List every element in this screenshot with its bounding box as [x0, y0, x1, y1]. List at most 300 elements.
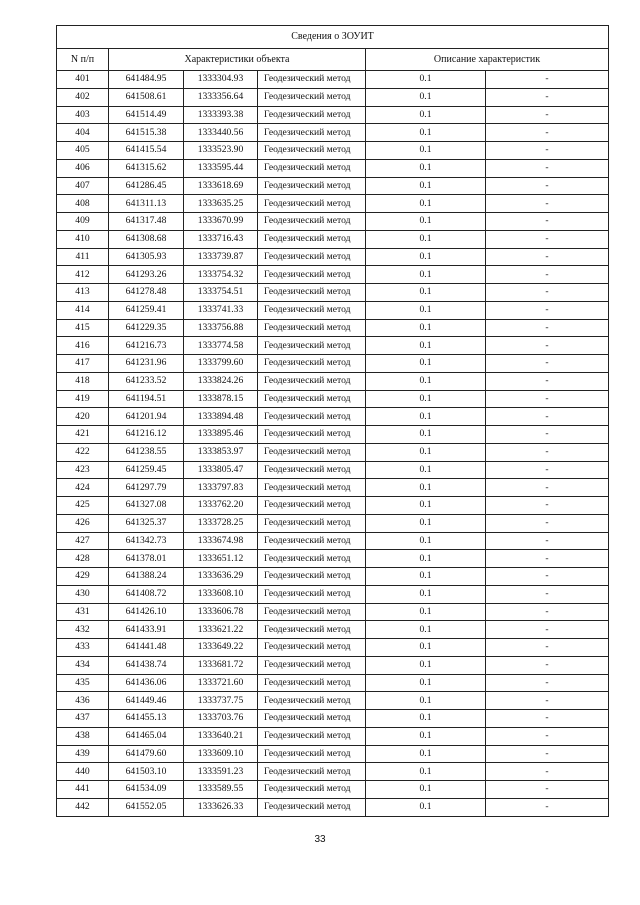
table-row: [57, 781, 609, 799]
cell-x: 641479.60: [109, 745, 184, 763]
table-row: [57, 568, 609, 586]
cell-note: -: [486, 763, 609, 781]
cell-y: 1333635.25: [184, 195, 258, 213]
cell-y: 1333393.38: [184, 106, 258, 124]
cell-x: 641438.74: [109, 656, 184, 674]
cell-note: -: [486, 781, 609, 799]
cell-y: 1333440.56: [184, 124, 258, 142]
cell-accuracy: 0.1: [366, 443, 486, 461]
cell-number: 442: [57, 798, 109, 816]
table-row: [57, 692, 609, 710]
cell-y: 1333754.51: [184, 284, 258, 302]
cell-number: 431: [57, 603, 109, 621]
cell-number: 408: [57, 195, 109, 213]
cell-note: -: [486, 514, 609, 532]
table-row: [57, 674, 609, 692]
cell-x: 641342.73: [109, 532, 184, 550]
cell-y: 1333608.10: [184, 585, 258, 603]
cell-number: 410: [57, 230, 109, 248]
cell-y: 1333754.32: [184, 266, 258, 284]
cell-y: 1333721.60: [184, 674, 258, 692]
table-row: [57, 71, 609, 89]
cell-x: 641426.10: [109, 603, 184, 621]
cell-y: 1333756.88: [184, 319, 258, 337]
table-row: [57, 355, 609, 373]
cell-x: 641378.01: [109, 550, 184, 568]
cell-note: -: [486, 159, 609, 177]
cell-note: -: [486, 230, 609, 248]
table-row: [57, 390, 609, 408]
table-row: [57, 621, 609, 639]
cell-accuracy: 0.1: [366, 266, 486, 284]
cell-accuracy: 0.1: [366, 550, 486, 568]
cell-y: 1333670.99: [184, 213, 258, 231]
cell-x: 641311.13: [109, 195, 184, 213]
cell-accuracy: 0.1: [366, 301, 486, 319]
cell-method: Геодезический метод: [258, 798, 366, 816]
table-header-row: [57, 49, 609, 71]
cell-y: 1333649.22: [184, 639, 258, 657]
cell-accuracy: 0.1: [366, 674, 486, 692]
cell-note: -: [486, 408, 609, 426]
cell-accuracy: 0.1: [366, 248, 486, 266]
cell-accuracy: 0.1: [366, 71, 486, 89]
cell-number: 439: [57, 745, 109, 763]
cell-note: -: [486, 124, 609, 142]
cell-y: 1333878.15: [184, 390, 258, 408]
cell-number: 438: [57, 727, 109, 745]
zouit-table: [56, 25, 609, 817]
cell-number: 409: [57, 213, 109, 231]
cell-note: -: [486, 355, 609, 373]
cell-accuracy: 0.1: [366, 656, 486, 674]
cell-method: Геодезический метод: [258, 195, 366, 213]
page-number: 33: [314, 834, 326, 845]
cell-number: 412: [57, 266, 109, 284]
cell-accuracy: 0.1: [366, 355, 486, 373]
cell-accuracy: 0.1: [366, 639, 486, 657]
cell-note: -: [486, 177, 609, 195]
cell-x: 641508.61: [109, 88, 184, 106]
cell-method: Геодезический метод: [258, 319, 366, 337]
cell-method: Геодезический метод: [258, 301, 366, 319]
table-row: [57, 532, 609, 550]
cell-x: 641315.62: [109, 159, 184, 177]
cell-note: -: [486, 142, 609, 160]
table-row: [57, 710, 609, 728]
cell-y: 1333640.21: [184, 727, 258, 745]
cell-method: Геодезический метод: [258, 479, 366, 497]
cell-y: 1333853.97: [184, 443, 258, 461]
cell-x: 641534.09: [109, 781, 184, 799]
cell-x: 641433.91: [109, 621, 184, 639]
cell-method: Геодезический метод: [258, 621, 366, 639]
cell-accuracy: 0.1: [366, 603, 486, 621]
cell-accuracy: 0.1: [366, 177, 486, 195]
cell-x: 641233.52: [109, 372, 184, 390]
cell-x: 641238.55: [109, 443, 184, 461]
cell-note: -: [486, 390, 609, 408]
cell-accuracy: 0.1: [366, 692, 486, 710]
cell-accuracy: 0.1: [366, 621, 486, 639]
cell-x: 641415.54: [109, 142, 184, 160]
cell-y: 1333618.69: [184, 177, 258, 195]
cell-note: -: [486, 639, 609, 657]
cell-number: 403: [57, 106, 109, 124]
cell-number: 424: [57, 479, 109, 497]
cell-y: 1333674.98: [184, 532, 258, 550]
table-row: [57, 372, 609, 390]
cell-note: -: [486, 568, 609, 586]
table-row: [57, 763, 609, 781]
cell-note: -: [486, 550, 609, 568]
cell-method: Геодезический метод: [258, 213, 366, 231]
cell-y: 1333716.43: [184, 230, 258, 248]
cell-number: 441: [57, 781, 109, 799]
cell-method: Геодезический метод: [258, 106, 366, 124]
cell-note: -: [486, 692, 609, 710]
cell-method: Геодезический метод: [258, 248, 366, 266]
cell-x: 641503.10: [109, 763, 184, 781]
cell-accuracy: 0.1: [366, 727, 486, 745]
cell-method: Геодезический метод: [258, 497, 366, 515]
cell-note: -: [486, 585, 609, 603]
cell-number: 402: [57, 88, 109, 106]
cell-method: Геодезический метод: [258, 674, 366, 692]
cell-accuracy: 0.1: [366, 585, 486, 603]
table-row: [57, 177, 609, 195]
cell-note: -: [486, 372, 609, 390]
cell-y: 1333589.55: [184, 781, 258, 799]
cell-accuracy: 0.1: [366, 781, 486, 799]
cell-note: -: [486, 106, 609, 124]
cell-y: 1333621.22: [184, 621, 258, 639]
table-row: [57, 124, 609, 142]
cell-y: 1333626.33: [184, 798, 258, 816]
cell-x: 641286.45: [109, 177, 184, 195]
cell-number: 436: [57, 692, 109, 710]
cell-note: -: [486, 621, 609, 639]
cell-method: Геодезический метод: [258, 142, 366, 160]
cell-number: 434: [57, 656, 109, 674]
table-row: [57, 230, 609, 248]
table-row: [57, 461, 609, 479]
cell-x: 641455.13: [109, 710, 184, 728]
cell-number: 401: [57, 71, 109, 89]
cell-y: 1333805.47: [184, 461, 258, 479]
cell-method: Геодезический метод: [258, 710, 366, 728]
table-row: [57, 301, 609, 319]
cell-number: 404: [57, 124, 109, 142]
cell-method: Геодезический метод: [258, 639, 366, 657]
cell-method: Геодезический метод: [258, 177, 366, 195]
cell-note: -: [486, 337, 609, 355]
cell-x: 641408.72: [109, 585, 184, 603]
cell-method: Геодезический метод: [258, 603, 366, 621]
cell-method: Геодезический метод: [258, 461, 366, 479]
cell-note: -: [486, 798, 609, 816]
cell-note: -: [486, 426, 609, 444]
cell-accuracy: 0.1: [366, 390, 486, 408]
cell-x: 641229.35: [109, 319, 184, 337]
cell-accuracy: 0.1: [366, 142, 486, 160]
cell-y: 1333797.83: [184, 479, 258, 497]
cell-note: -: [486, 674, 609, 692]
cell-note: -: [486, 319, 609, 337]
header-characteristics: Характеристики объекта: [109, 49, 366, 71]
cell-method: Геодезический метод: [258, 727, 366, 745]
cell-number: 419: [57, 390, 109, 408]
cell-accuracy: 0.1: [366, 461, 486, 479]
cell-x: 641201.94: [109, 408, 184, 426]
cell-accuracy: 0.1: [366, 284, 486, 302]
cell-method: Геодезический метод: [258, 284, 366, 302]
table-row: [57, 408, 609, 426]
cell-method: Геодезический метод: [258, 408, 366, 426]
cell-y: 1333799.60: [184, 355, 258, 373]
table-body: [57, 26, 609, 817]
table-row: [57, 745, 609, 763]
table-row: [57, 248, 609, 266]
table-title-row: [57, 26, 609, 49]
cell-number: 407: [57, 177, 109, 195]
cell-accuracy: 0.1: [366, 124, 486, 142]
cell-x: 641216.73: [109, 337, 184, 355]
cell-number: 433: [57, 639, 109, 657]
table-row: [57, 497, 609, 515]
cell-x: 641259.45: [109, 461, 184, 479]
cell-accuracy: 0.1: [366, 230, 486, 248]
cell-note: -: [486, 301, 609, 319]
cell-y: 1333894.48: [184, 408, 258, 426]
cell-y: 1333636.29: [184, 568, 258, 586]
cell-x: 641278.48: [109, 284, 184, 302]
cell-method: Геодезический метод: [258, 355, 366, 373]
cell-method: Геодезический метод: [258, 656, 366, 674]
cell-note: -: [486, 532, 609, 550]
cell-x: 641327.08: [109, 497, 184, 515]
cell-y: 1333523.90: [184, 142, 258, 160]
table-row: [57, 550, 609, 568]
cell-method: Геодезический метод: [258, 71, 366, 89]
cell-method: Геодезический метод: [258, 514, 366, 532]
table-row: [57, 159, 609, 177]
table-row: [57, 213, 609, 231]
table-title: Сведения о ЗОУИТ: [57, 26, 609, 49]
cell-y: 1333741.33: [184, 301, 258, 319]
cell-number: 440: [57, 763, 109, 781]
cell-number: 423: [57, 461, 109, 479]
cell-y: 1333609.10: [184, 745, 258, 763]
table-row: [57, 727, 609, 745]
table-row: [57, 585, 609, 603]
cell-y: 1333739.87: [184, 248, 258, 266]
cell-number: 429: [57, 568, 109, 586]
cell-y: 1333824.26: [184, 372, 258, 390]
cell-y: 1333774.58: [184, 337, 258, 355]
cell-note: -: [486, 213, 609, 231]
cell-x: 641436.06: [109, 674, 184, 692]
cell-accuracy: 0.1: [366, 763, 486, 781]
table-row: [57, 656, 609, 674]
cell-number: 416: [57, 337, 109, 355]
cell-accuracy: 0.1: [366, 497, 486, 515]
cell-accuracy: 0.1: [366, 195, 486, 213]
cell-accuracy: 0.1: [366, 514, 486, 532]
cell-x: 641308.68: [109, 230, 184, 248]
cell-method: Геодезический метод: [258, 372, 366, 390]
cell-accuracy: 0.1: [366, 710, 486, 728]
cell-accuracy: 0.1: [366, 745, 486, 763]
cell-accuracy: 0.1: [366, 213, 486, 231]
cell-y: 1333595.44: [184, 159, 258, 177]
cell-x: 641514.49: [109, 106, 184, 124]
cell-accuracy: 0.1: [366, 159, 486, 177]
cell-number: 413: [57, 284, 109, 302]
cell-x: 641484.95: [109, 71, 184, 89]
cell-accuracy: 0.1: [366, 106, 486, 124]
cell-note: -: [486, 88, 609, 106]
table-row: [57, 106, 609, 124]
table-row: [57, 142, 609, 160]
cell-accuracy: 0.1: [366, 532, 486, 550]
cell-note: -: [486, 497, 609, 515]
cell-y: 1333681.72: [184, 656, 258, 674]
cell-y: 1333703.76: [184, 710, 258, 728]
cell-accuracy: 0.1: [366, 479, 486, 497]
header-num: N п/п: [57, 49, 109, 71]
cell-x: 641216.12: [109, 426, 184, 444]
cell-number: 435: [57, 674, 109, 692]
table-row: [57, 284, 609, 302]
table-row: [57, 443, 609, 461]
cell-method: Геодезический метод: [258, 550, 366, 568]
cell-note: -: [486, 195, 609, 213]
cell-method: Геодезический метод: [258, 266, 366, 284]
cell-note: -: [486, 656, 609, 674]
cell-x: 641552.05: [109, 798, 184, 816]
cell-x: 641293.26: [109, 266, 184, 284]
cell-note: -: [486, 710, 609, 728]
cell-number: 417: [57, 355, 109, 373]
cell-method: Геодезический метод: [258, 337, 366, 355]
cell-method: Геодезический метод: [258, 692, 366, 710]
cell-y: 1333895.46: [184, 426, 258, 444]
cell-note: -: [486, 745, 609, 763]
cell-note: -: [486, 71, 609, 89]
cell-method: Геодезический метод: [258, 763, 366, 781]
cell-number: 405: [57, 142, 109, 160]
cell-x: 641317.48: [109, 213, 184, 231]
cell-note: -: [486, 461, 609, 479]
cell-method: Геодезический метод: [258, 390, 366, 408]
cell-accuracy: 0.1: [366, 88, 486, 106]
cell-accuracy: 0.1: [366, 372, 486, 390]
cell-number: 418: [57, 372, 109, 390]
cell-x: 641325.37: [109, 514, 184, 532]
table-row: [57, 639, 609, 657]
cell-accuracy: 0.1: [366, 337, 486, 355]
cell-x: 641441.48: [109, 639, 184, 657]
cell-x: 641259.41: [109, 301, 184, 319]
cell-method: Геодезический метод: [258, 124, 366, 142]
cell-accuracy: 0.1: [366, 798, 486, 816]
table-row: [57, 266, 609, 284]
cell-note: -: [486, 603, 609, 621]
cell-method: Геодезический метод: [258, 159, 366, 177]
cell-x: 641297.79: [109, 479, 184, 497]
cell-note: -: [486, 479, 609, 497]
cell-number: 422: [57, 443, 109, 461]
cell-number: 415: [57, 319, 109, 337]
cell-number: 428: [57, 550, 109, 568]
table-row: [57, 514, 609, 532]
cell-number: 406: [57, 159, 109, 177]
cell-number: 430: [57, 585, 109, 603]
table-row: [57, 195, 609, 213]
table-row: [57, 426, 609, 444]
cell-x: 641515.38: [109, 124, 184, 142]
cell-number: 427: [57, 532, 109, 550]
cell-note: -: [486, 284, 609, 302]
cell-note: -: [486, 266, 609, 284]
cell-x: 641465.04: [109, 727, 184, 745]
cell-number: 425: [57, 497, 109, 515]
cell-x: 641194.51: [109, 390, 184, 408]
cell-note: -: [486, 443, 609, 461]
cell-note: -: [486, 727, 609, 745]
cell-number: 414: [57, 301, 109, 319]
cell-y: 1333728.25: [184, 514, 258, 532]
cell-number: 421: [57, 426, 109, 444]
cell-method: Геодезический метод: [258, 745, 366, 763]
cell-y: 1333304.93: [184, 71, 258, 89]
cell-accuracy: 0.1: [366, 568, 486, 586]
cell-y: 1333591.23: [184, 763, 258, 781]
cell-method: Геодезический метод: [258, 585, 366, 603]
cell-method: Геодезический метод: [258, 532, 366, 550]
cell-y: 1333356.64: [184, 88, 258, 106]
table-row: [57, 337, 609, 355]
cell-method: Геодезический метод: [258, 230, 366, 248]
cell-number: 426: [57, 514, 109, 532]
cell-y: 1333737.75: [184, 692, 258, 710]
cell-y: 1333651.12: [184, 550, 258, 568]
cell-number: 437: [57, 710, 109, 728]
cell-x: 641305.93: [109, 248, 184, 266]
cell-method: Геодезический метод: [258, 443, 366, 461]
cell-number: 411: [57, 248, 109, 266]
table-row: [57, 88, 609, 106]
cell-accuracy: 0.1: [366, 408, 486, 426]
table-row: [57, 319, 609, 337]
cell-number: 420: [57, 408, 109, 426]
cell-y: 1333606.78: [184, 603, 258, 621]
cell-method: Геодезический метод: [258, 88, 366, 106]
cell-x: 641449.46: [109, 692, 184, 710]
cell-method: Геодезический метод: [258, 426, 366, 444]
cell-x: 641231.96: [109, 355, 184, 373]
cell-accuracy: 0.1: [366, 426, 486, 444]
cell-method: Геодезический метод: [258, 568, 366, 586]
table-row: [57, 603, 609, 621]
cell-number: 432: [57, 621, 109, 639]
cell-method: Геодезический метод: [258, 781, 366, 799]
table-row: [57, 479, 609, 497]
cell-accuracy: 0.1: [366, 319, 486, 337]
header-description: Описание характеристик: [366, 49, 609, 71]
cell-y: 1333762.20: [184, 497, 258, 515]
